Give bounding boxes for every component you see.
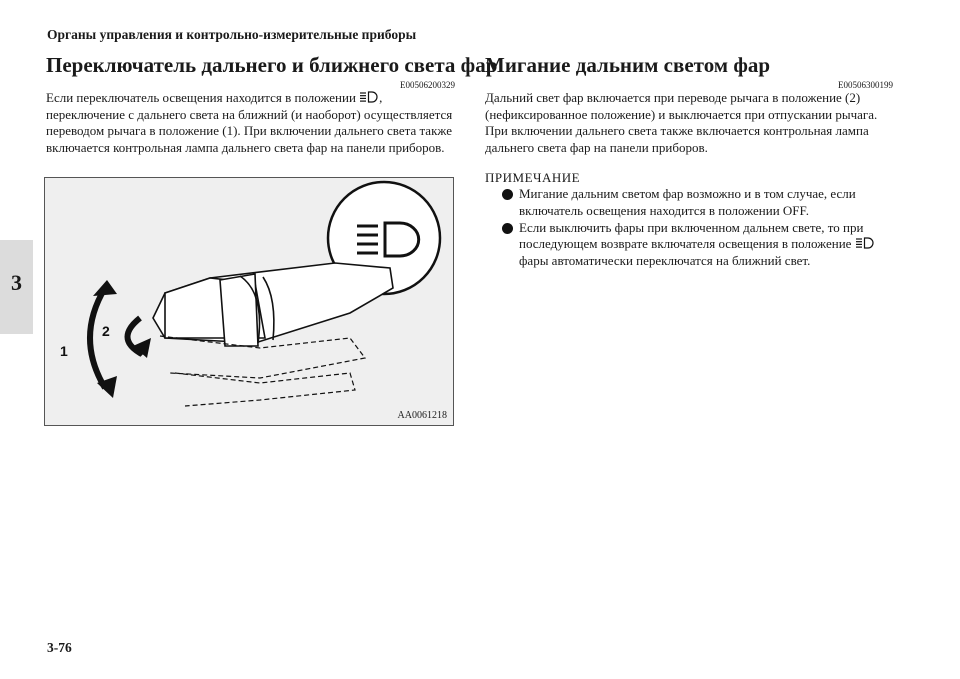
right-column	[485, 50, 893, 269]
lever-ghost	[160, 336, 365, 406]
lever-solid	[153, 263, 393, 346]
note-item-2-text-a: Если выключить фары при включенном дальнем свете, то при последующем возврате включателя освещения в положение	[519, 219, 864, 252]
note-item-2	[485, 220, 893, 270]
section-code-left: E00506200329	[400, 80, 455, 90]
left-paragraph-text-a: Если переключатель освещения находится в положении	[46, 90, 356, 105]
bullet-icon	[502, 189, 513, 200]
right-paragraph-2: При включении дальнего света также включается контрольная лампа дальнего света фар на панели приборов.	[485, 123, 869, 155]
running-header: Органы управления и контрольно-измерительные приборы	[47, 27, 417, 42]
left-column	[46, 50, 498, 156]
note-item-2-text-b: фары автоматически переключатся на ближний свет.	[519, 252, 811, 268]
lever-figure	[44, 177, 454, 426]
section-title-right: Мигание дальним светом фар	[485, 53, 771, 77]
headlight-icon	[855, 237, 875, 249]
section-code-right: E00506300199	[838, 80, 893, 90]
chapter-number: 3	[11, 270, 22, 295]
bullet-icon	[502, 223, 513, 234]
page-number: 3-76	[47, 640, 72, 655]
note-heading: ПРИМЕЧАНИЕ	[485, 170, 581, 186]
lever-illustration	[45, 178, 453, 425]
section-title-left: Переключатель дальнего и ближнего света фар	[46, 53, 498, 77]
label-position-1: 1	[60, 343, 68, 359]
left-paragraph	[46, 90, 455, 156]
headlight-icon	[359, 91, 379, 103]
note-item-1-text: Мигание дальним светом фар возможно и в том случае, если включатель освещения находится в положении OFF.	[519, 186, 856, 218]
right-paragraph-1: Дальний свет фар включается при переводе рычага в положение (2) (нефиксированное положение) и выключается при отпускании рычага.	[485, 90, 878, 122]
left-paragraph-text-b: , переключение с дальнего света на ближний (и наоборот) осуществляется переводом рычага в положение (1). При включении дальнего света также включается контрольная лампа дальнего света фар на панели приборов.	[46, 90, 453, 155]
figure-code: AA0061218	[397, 410, 447, 421]
note-item-1	[485, 186, 893, 219]
label-position-2: 2	[102, 323, 110, 339]
